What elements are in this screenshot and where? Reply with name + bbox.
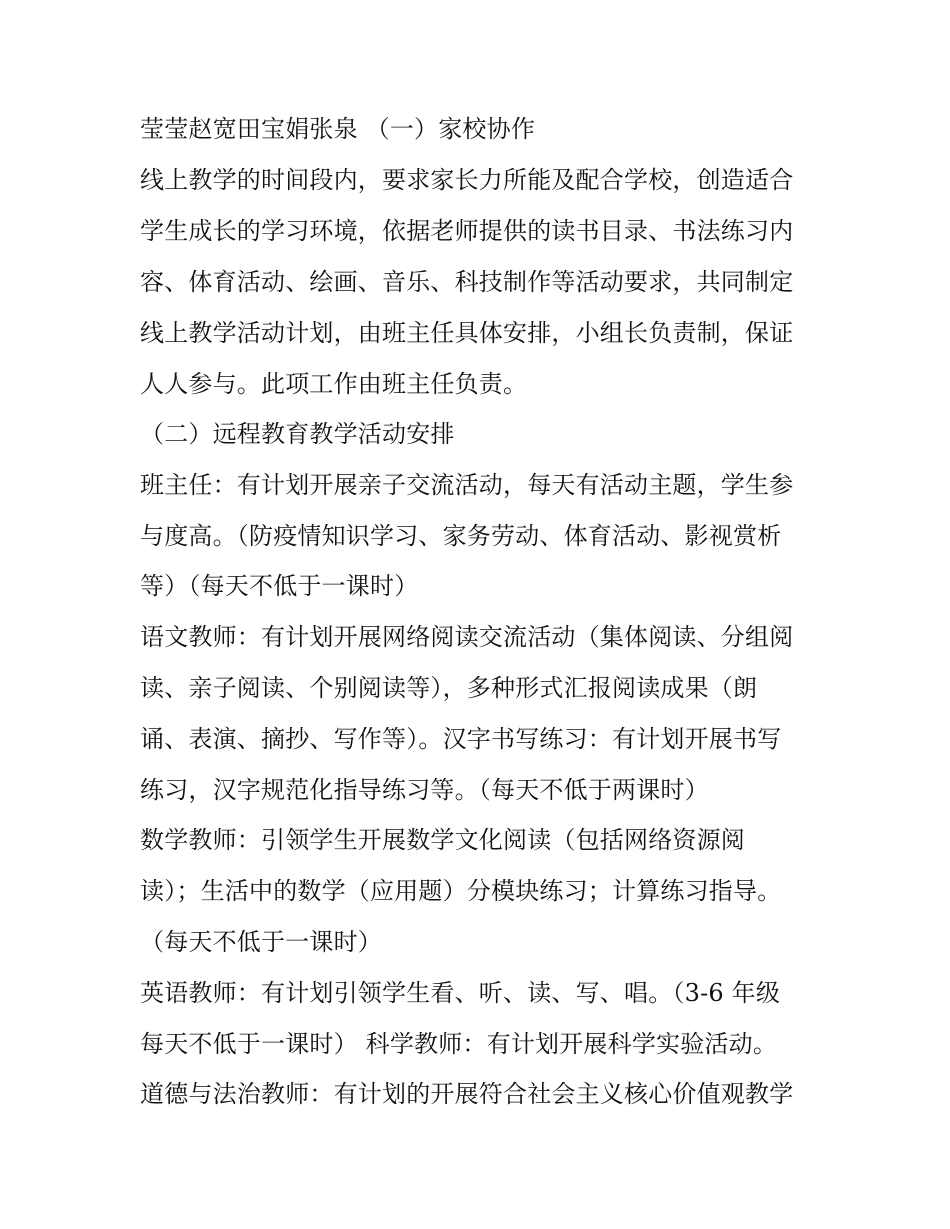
text-line: 每天不低于一课时） 科学教师：有计划开展科学实验活动。 <box>140 1030 778 1058</box>
text-line: 人人参与。此项工作由班主任负责。 <box>140 370 528 398</box>
text-line: 与度高。（防疫情知识学习、家务劳动、体育活动、影视赏析 <box>140 522 782 550</box>
text-line: 线上教学的时间段内，要求家长力所能及配合学校，创造适合 <box>140 166 794 194</box>
text-line-heading-home-school: 莹莹赵宽田宝娟张泉 （一）家校协作 <box>140 115 536 143</box>
text-line: 数学教师：引领学生开展数学文化阅读（包括网络资源阅 <box>140 826 745 854</box>
text-line: 读、亲子阅读、个别阅读等），多种形式汇报阅读成果（朗 <box>140 674 758 702</box>
text-line: 读）；生活中的数学（应用题）分模块练习；计算练习指导。 <box>140 877 782 905</box>
section-heading-remote-teaching: （二）远程教育教学活动安排 <box>140 420 455 448</box>
text-line: （每天不低于一课时） <box>140 928 382 956</box>
text-line: 道德与法治教师：有计划的开展符合社会主义核心价值观教学 <box>140 1080 794 1108</box>
text-line: 容、体育活动、绘画、音乐、科技制作等活动要求，共同制定 <box>140 268 794 296</box>
text-line: 线上教学活动计划，由班主任具体安排，小组长负责制，保证 <box>140 319 794 347</box>
text-line: 英语教师：有计划引领学生看、听、读、写、唱。（3-6 年级 <box>140 979 781 1007</box>
text-line: 等）（每天不低于一课时） <box>140 572 419 600</box>
text-line: 练习，汉字规范化指导练习等。（每天不低于两课时） <box>140 776 709 804</box>
text-line: 语文教师：有计划开展网络阅读交流活动（集体阅读、分组阅 <box>140 623 794 651</box>
text-line: 班主任：有计划开展亲子交流活动，每天有活动主题，学生参 <box>140 471 794 499</box>
text-line: 诵、表演、摘抄、写作等）。汉字书写练习：有计划开展书写 <box>140 725 782 753</box>
text-line: 学生成长的学习环境，依据老师提供的读书目录、书法练习内 <box>140 217 794 245</box>
